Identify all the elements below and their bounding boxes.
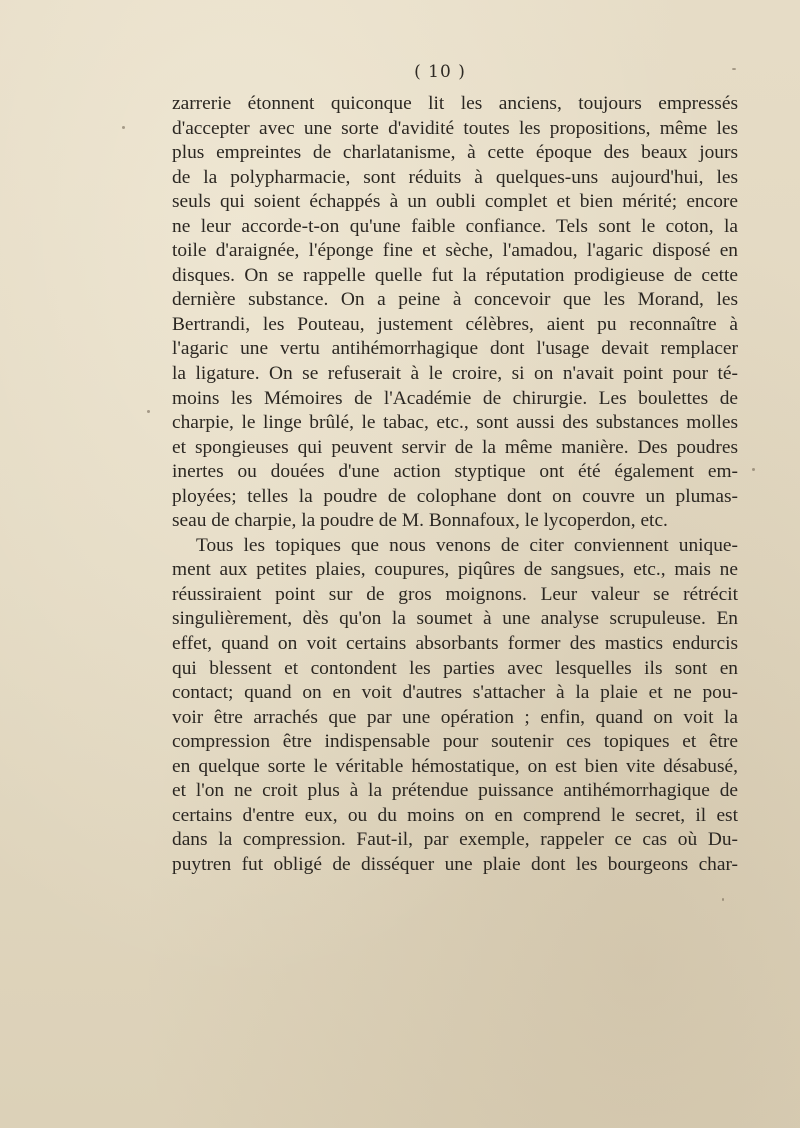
paper-speck: [147, 410, 150, 413]
text-line: contact; quand on en voit d'autres s'attacher à la plaie et ne pou-: [172, 682, 738, 704]
text-line: de la polypharmacie, sont réduits à quelques-uns aujourd'hui, les: [172, 166, 738, 188]
text-line: disques. On se rappelle quelle fut la réputation prodigieuse de cette: [172, 264, 738, 286]
paper-speck: [752, 468, 755, 471]
text-line: certains d'entre eux, ou du moins on en comprend le secret, il est: [172, 804, 738, 826]
text-line: et spongieuses qui peuvent servir de la même manière. Des poudres: [172, 436, 738, 458]
paper-speck: [732, 68, 736, 70]
text-line: compression être indispensable pour soutenir ces topiques et être: [172, 731, 738, 753]
text-line: toile d'araignée, l'éponge fine et sèche, l'amadou, l'agaric disposé en: [172, 240, 738, 262]
text-line: ment aux petites plaies, coupures, piqûres de sangsues, etc., mais ne: [172, 559, 738, 581]
text-line: puytren fut obligé de disséquer une plaie dont les bourgeons char-: [172, 853, 738, 875]
text-line: réussiraient point sur de gros moignons. Leur valeur se rétrécit: [172, 583, 738, 605]
page-number: ( 10 ): [414, 62, 466, 82]
text-line: zarrerie étonnent quiconque lit les anciens, toujours empressés: [172, 93, 738, 114]
text-line: effet, quand on voit certains absorbants former des mastics endurcis: [172, 633, 738, 655]
text-line: moins les Mémoires de l'Académie de chirurgie. Les boulettes de: [172, 387, 738, 409]
text-line: Bertrandi, les Pouteau, justement célèbres, aient pu reconnaître à: [172, 313, 738, 335]
text-line: seuls qui soient échappés à un oubli complet et bien mérité; encore: [172, 191, 738, 213]
text-line: la ligature. On se refuserait à le croire, si on n'avait point pour té-: [172, 363, 738, 385]
text-line: seau de charpie, la poudre de M. Bonnafoux, le lycoperdon, etc.: [172, 510, 668, 532]
text-line: dernière substance. On a peine à concevoir que les Morand, les: [172, 289, 738, 311]
text-line: en quelque sorte le véritable hémostatique, on est bien vite désabusé,: [172, 755, 738, 777]
text-line: inertes ou douées d'une action styptique ont été également em-: [172, 461, 738, 483]
text-line: qui blessent et contondent les parties avec lesquelles ils sont en: [172, 657, 738, 679]
text-line: l'agaric une vertu antihémorrhagique dont l'usage devait remplacer: [172, 338, 738, 360]
text-line: charpie, le linge brûlé, le tabac, etc., sont aussi des substances molles: [172, 412, 738, 434]
text-line: Tous les topiques que nous venons de citer conviennent unique-: [196, 534, 738, 556]
text-line: dans la compression. Faut-il, par exemple, rappeler ce cas où Du-: [172, 829, 738, 851]
text-line: d'accepter avec une sorte d'avidité toutes les propositions, même les: [172, 117, 738, 139]
body-text: [172, 92, 738, 878]
text-line: et l'on ne croit plus à la prétendue puissance antihémorrhagique de: [172, 780, 738, 802]
text-line: ployées; telles la poudre de colophane dont on couvre un plumas-: [172, 485, 738, 507]
text-line: voir être arrachés que par une opération ; enfin, quand on voit la: [172, 706, 738, 728]
text-line: plus empreintes de charlatanisme, à cette époque des beaux jours: [172, 142, 738, 164]
paper-speck: [122, 126, 125, 129]
paper-speck: [722, 898, 724, 901]
text-line: singulièrement, dès qu'on la soumet à une analyse scrupuleuse. En: [172, 608, 738, 630]
text-line: ne leur accorde-t-on qu'une faible confiance. Tels sont le coton, la: [172, 215, 738, 237]
